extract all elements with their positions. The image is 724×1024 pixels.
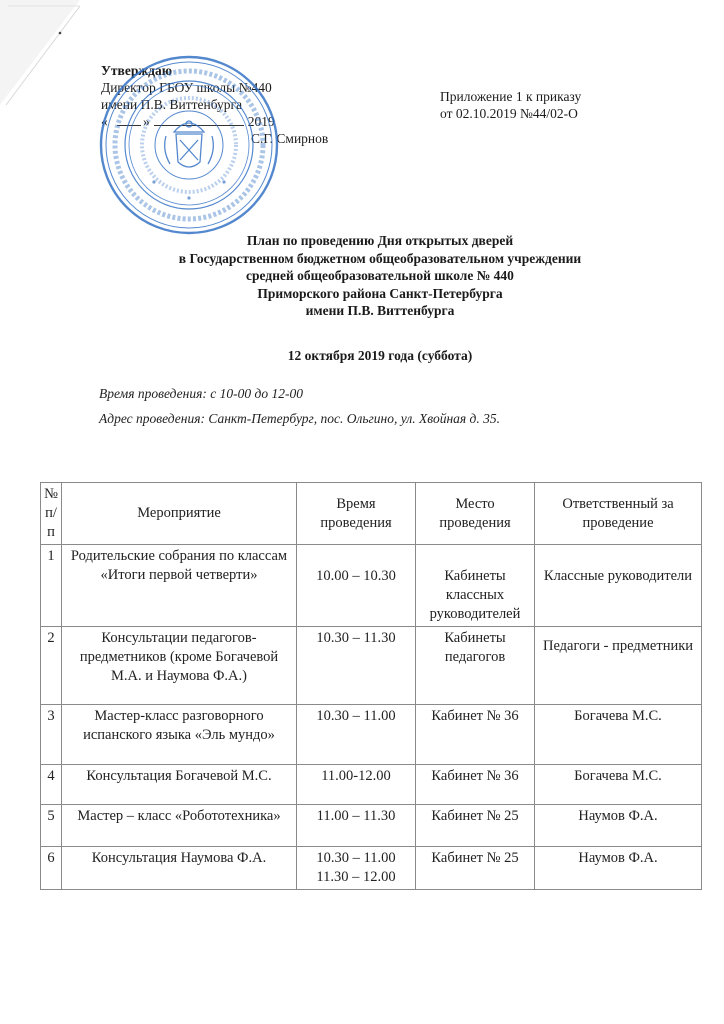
row-number: 1 — [41, 545, 62, 627]
row-event: Консультации педагогов-предметников (кроме Богачевой М.А. и Наумова Ф.А.) — [62, 627, 297, 705]
row-time-line: 10.30 – 11.00 — [316, 850, 396, 866]
title-line: в Государственном бюджетном общеобразовательном учреждении — [178, 250, 582, 266]
table-row — [41, 847, 702, 890]
table-row — [41, 705, 702, 765]
row-number: 6 — [41, 847, 62, 890]
row-place: Кабинеты классных руководителей — [416, 545, 535, 627]
date-quote-open: « — [101, 114, 108, 129]
approval-position-line2: имени П.В. Виттенбурга — [101, 97, 243, 112]
table-header-row — [41, 483, 702, 545]
row-responsible: Наумов Ф.А. — [535, 805, 702, 847]
title-line: средней общеобразовательной школе № 440 — [246, 268, 514, 283]
row-place: Кабинет № 25 — [416, 805, 535, 847]
appendix-line1: Приложение 1 к приказу — [440, 89, 582, 104]
row-time: 11.00-12.00 — [297, 765, 416, 805]
row-responsible: Педагоги - предметники — [535, 627, 702, 705]
header-place: Место проведения — [416, 483, 535, 545]
approval-date-line — [101, 113, 301, 130]
header-responsible: Ответственный за проведение — [535, 483, 702, 545]
document-title — [0, 232, 724, 320]
row-place: Кабинет № 25 — [416, 847, 535, 890]
row-responsible: Классные руководители — [535, 545, 702, 627]
table-row — [41, 765, 702, 805]
event-info — [99, 381, 500, 431]
date-quote-close: » — [143, 114, 150, 129]
row-event: Родительские собрания по классам «Итоги первой четверти» — [62, 545, 297, 627]
row-responsible: Наумов Ф.А. — [535, 847, 702, 890]
event-address: Адрес проведения: Санкт-Петербург, пос. Ольгино, ул. Хвойная д. 35. — [99, 411, 501, 426]
approval-title: Утверждаю — [101, 63, 173, 78]
header-event: Мероприятие — [62, 483, 297, 545]
appendix-reference — [440, 88, 581, 122]
row-time: 10.00 – 10.30 — [297, 545, 416, 627]
row-time: 10.30 – 11.00 — [297, 705, 416, 765]
row-number: 5 — [41, 805, 62, 847]
row-number: 4 — [41, 765, 62, 805]
date-year: 2019 — [247, 114, 275, 129]
row-event: Консультация Наумова Ф.А. — [62, 847, 297, 890]
row-place: Кабинет № 36 — [416, 765, 535, 805]
row-time-line: 11.30 – 12.00 — [316, 869, 396, 885]
event-time: Время проведения: с 10-00 до 12-00 — [99, 386, 303, 401]
row-time: 11.00 – 11.30 — [297, 805, 416, 847]
event-date: 12 октября 2019 года (суббота) — [287, 348, 473, 363]
plan-table — [40, 482, 702, 890]
row-place: Кабинет № 36 — [416, 705, 535, 765]
row-event: Консультация Богачевой М.С. — [62, 765, 297, 805]
row-event: Мастер-класс разговорного испанского языка «Эль мундо» — [62, 705, 297, 765]
row-responsible: Богачева М.С. — [535, 705, 702, 765]
approval-position-line1: Директор ГБОУ школы №440 — [101, 80, 272, 95]
row-number: 2 — [41, 627, 62, 705]
approval-signer-line — [101, 130, 328, 147]
title-line: Приморского района Санкт-Петербурга — [257, 285, 503, 301]
row-place: Кабинеты педагогов — [416, 627, 535, 705]
date-month-blank — [154, 113, 244, 126]
row-number: 3 — [41, 705, 62, 765]
row-responsible: Богачева М.С. — [535, 765, 702, 805]
table-row — [41, 545, 702, 627]
row-time: 10.30 – 11.30 — [297, 627, 416, 705]
date-day-blank — [117, 113, 141, 126]
row-time — [297, 847, 416, 890]
table-row — [41, 805, 702, 847]
header-number: № п/ п — [41, 483, 62, 545]
header-time: Время проведения — [297, 483, 416, 545]
title-line: имени П.В. Виттенбурга — [305, 303, 455, 318]
table-row — [41, 627, 702, 705]
approval-signer: С.Г. Смирнов — [251, 131, 329, 146]
approval-block — [101, 62, 328, 147]
row-event: Мастер – класс «Робототехника» — [62, 805, 297, 847]
appendix-line2: от 02.10.2019 №44/02-О — [440, 106, 578, 121]
title-line: План по проведению Дня открытых дверей — [246, 233, 514, 248]
